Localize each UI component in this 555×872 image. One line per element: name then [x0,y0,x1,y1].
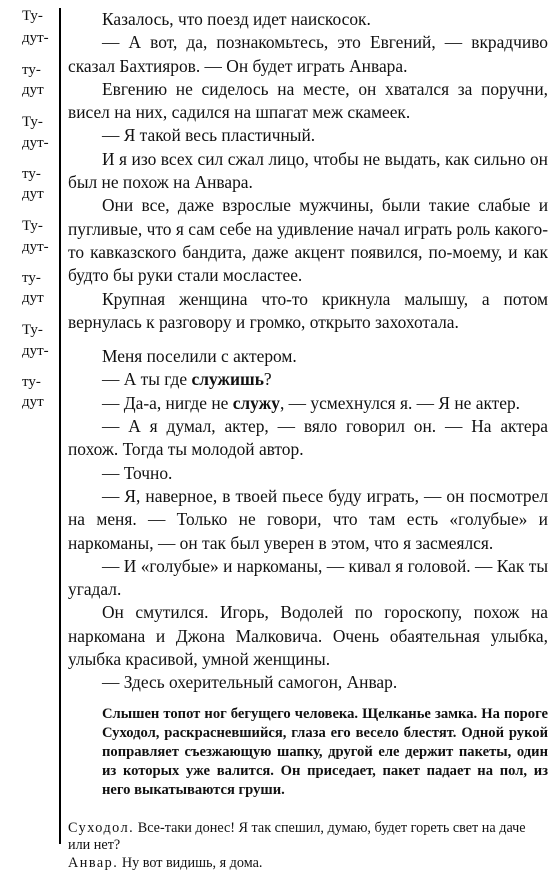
margin-word: дут- [22,30,49,46]
paragraph: Евгению не сиделось на месте, он хватался за поручни, висел на них, садился на шпагат меж скамеек. [68,78,548,123]
stage-direction: Слышен топот ног бегущего человека. Щелканье замка. На пороге Суходол, раскрасневшийся, глаза его весело блестят. Одной рукой поправляет съезжающую шапку, другой еле держит пакеты, один из которых уже валится. Он приседает, пакет падает на пол, из него выкатываются груши. [102,705,548,798]
margin-word: дут [22,82,44,98]
paragraph: — И «голубые» и наркоманы, — кивал я головой. — Как ты угадал. [68,555,548,600]
paragraph: Он смутился. Игорь, Водолей по гороскопу, похож на наркомана и Джона Малковича. Очень обаятельная улыбка, улыбка красивой, умной женщины. [68,602,548,670]
margin-word: дут [22,394,44,410]
margin-word: ту- [22,374,41,390]
main-text [68,8,548,872]
paragraph [68,368,548,391]
text-run: — Да-а, нигде не [102,392,233,413]
paragraph [68,392,548,415]
text-run: — А ты где [102,369,192,390]
paragraph: И я изо всех сил сжал лицо, чтобы не выдать, как сильно он был не похож на Анвара. [68,148,548,193]
paragraph: Меня поселили с актером. [102,346,297,367]
text-run: ? [263,369,272,390]
margin-word: дут- [22,343,49,359]
dialogue-line [68,855,548,872]
margin-word: Ту- [22,114,43,130]
paragraph: — Я, наверное, в твоей пьесе буду играть, — он посмотрел на меня. — Только не говори, что там есть «голубые» и наркоманы, — он так был уверен в этом, что я засмеялся. [68,485,548,553]
vertical-rule [59,8,61,844]
margin-word: Ту- [22,8,43,24]
margin-word: дут [22,186,44,202]
section-gap [68,334,548,345]
emphasis: служу [232,392,280,413]
paragraph: Казалось, что поезд идет наискосок. [102,9,371,29]
paragraph: Крупная женщина что-то крикнула малышу, а потом вернулась к разговору и громко, открыто захохотала. [68,288,548,332]
margin-word: дут- [22,135,49,151]
margin-refrain [0,0,58,849]
paragraph: — А вот, да, познакомьтесь, это Евгений, — вкрадчиво сказал Бахтияров. — Он будет играть Анвара. [68,32,548,76]
margin-word: Ту- [22,322,43,338]
paragraph: — Здесь охерительный самогон, Анвар. [102,672,398,693]
emphasis: служишь [191,369,264,390]
text-run: , — усмехнулся я. — Я не актер. [279,392,521,413]
paragraph: — Точно. [102,462,173,483]
paragraph: — Я такой весь пластичный. [102,125,316,146]
paragraph: Они все, даже взрослые мужчины, были такие слабые и пугливые, что я сам себе на удивление начал играть роль какого-то кавказского бандита, даже акцент появился, по-моему, и как будто бы руки стали мосластее. [68,195,548,286]
margin-word: ту- [22,166,41,182]
margin-word: ту- [22,62,41,78]
speech: Все-таки донес! Я так спешил, думаю, будет гореть свет на даче или нет? [68,819,526,854]
speech: Ну вот видишь, я дома. [118,854,263,871]
speaker-name: Анвар. [68,854,119,871]
paragraph: — А я думал, актер, — вяло говорил он. — На актера похож. Тогда ты молодой автор. [68,416,548,460]
margin-word: ту- [22,270,41,286]
dialogue-line [68,820,548,855]
speaker-name: Суходол. [68,819,135,836]
margin-word: дут [22,290,44,306]
margin-word: дут- [22,239,49,255]
margin-word: Ту- [22,218,43,234]
section-gap [68,800,548,820]
